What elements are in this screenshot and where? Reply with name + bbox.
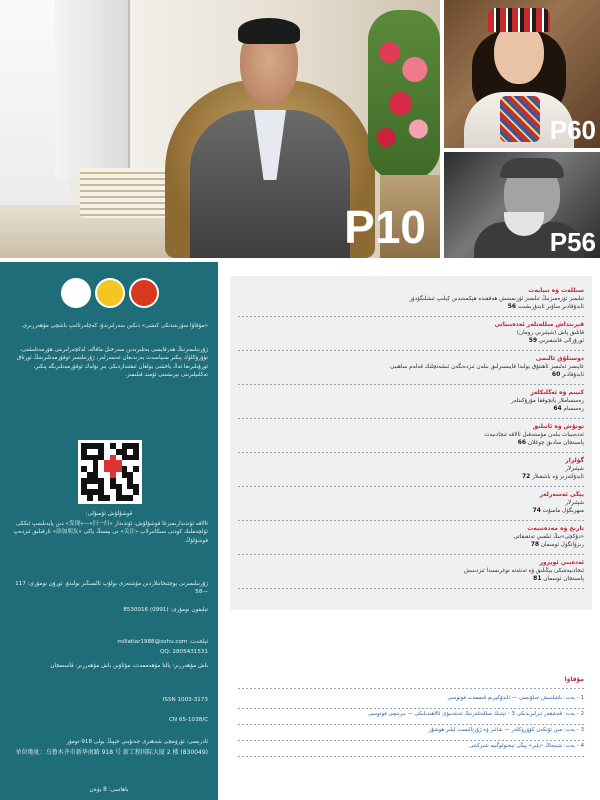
toc-author-line [238, 575, 584, 583]
toc-author-line [238, 303, 584, 311]
address-uyghur: ئادرېسى: ئۈرۈمچى شەھىرى جەنۇبىي خېپىڭ يولى 918-نومۇر [66, 739, 208, 745]
page-label-p10: P10 [344, 201, 426, 253]
logo-row [60, 278, 160, 312]
toc-entry[interactable] [238, 558, 584, 583]
contact-phone: تېلېفون نومۇرى: (0991) 8530016 [123, 607, 208, 613]
masthead-column [0, 262, 218, 800]
follow-title: قوشۇلۇش ئۇسۇلى: [85, 511, 133, 517]
toc-page-number: 66 [517, 439, 527, 447]
toc-divider [238, 520, 584, 521]
cover-credit-item: 2 - بەت: قەشقەر ئىزلىرىدىكى 3 - ئېتنىك مىللەتلەرنىڭ ئەنئەنىۋى ئالاھىدىلىكى — بىرىنچى فوتوسى [368, 711, 584, 717]
toc-author: ئابدۇقادىر ساۋىر ئابدۇرىشىت [517, 304, 584, 311]
cover-credits-heading: مۇقاۋا [564, 676, 584, 683]
contact-qq: QQ: 2805431531 [159, 649, 208, 655]
toc-section-title: دوستلۇق ئالىمى [535, 355, 584, 362]
toc-entry[interactable] [238, 456, 584, 481]
wechat-instructions: ئالاقە ئۈندىدارىمىزغا قوشۇلۇش، ئۈندىدار «发现»—«扫一扫» دىن پايدىلىنىپ ئىككى ئۆلچەملىك كودنى سىكانىرلاپ «关注» نى بېسىڭ ياكى «添加朋友» ئارقىلىق ئىزدەپ قوشۇلۇڭ. [13, 521, 208, 544]
toc-page-number: 56 [507, 303, 517, 311]
qr-module [133, 495, 139, 501]
toc-divider [238, 384, 584, 385]
photo-man-hair [238, 18, 300, 44]
credits-divider [238, 756, 584, 757]
toc-section-title: يېڭى ئەسەرلەر [539, 491, 584, 498]
toc-section-title: گۈلزار [565, 457, 584, 464]
page-label-p56: P56 [549, 227, 596, 257]
toc-page-number: 72 [521, 473, 531, 481]
toc-entry[interactable] [238, 320, 584, 345]
toc-article-title: شېئىرلار [565, 466, 584, 472]
photo-flowers [368, 10, 440, 180]
toc-section-title: ئەدەبىي ئوبزور [539, 559, 584, 566]
toc-page-number: 78 [530, 541, 540, 549]
toc-divider [238, 554, 584, 555]
toc-author-line [238, 541, 584, 549]
toc-divider [238, 486, 584, 487]
price-label: باھاسى: 8 يۈەن [89, 787, 129, 793]
photo-band [0, 0, 600, 258]
toc-section-title: تونۇش ۋە ئانىلىق [532, 423, 584, 430]
toc-section-title: تارىخ ۋە مەدەنىيەت [527, 525, 584, 532]
toc-author: ئورۇزالى قاشقىرىي [538, 338, 584, 345]
credits-divider [238, 740, 584, 741]
toc-page-number: 64 [553, 405, 562, 413]
toc-article-title: رەسساملار يانچوققا مۇزۇكىتلەر [510, 398, 584, 404]
feature-photo-elder[interactable] [444, 152, 600, 258]
toc-entry[interactable] [238, 388, 584, 413]
credits-divider [238, 724, 584, 725]
cover-credit-item: 4 - بەت: شىنجاڭ «پلىر» يېڭى تېخنولوگىيە شىركىتى [469, 743, 584, 749]
toc-section-title: سىللەت ۋە تىبابەت [528, 287, 584, 294]
toc-divider [238, 588, 584, 589]
toc-author-line [238, 473, 584, 481]
toc-article-title: قانلىق پاش (شېئىرىي رومان) [516, 330, 584, 336]
contents-column [218, 262, 600, 800]
book-award-logo-icon [95, 278, 125, 308]
magazine-description: ژۇرنىلىمىزنىڭ ھەرقايسى بەتلىرىدىن سەرخىل ماقالە، لەكچەرلىرىنى ھۆرمەتلىشنى، تۈۋرۈكلۈك پىكىر سىياسەت بەرىدىغان ئەسەرلەر، ژۇرنىلىمىز ئوقۇرمەنلىرىنىڭ ئورتاق ئورۇنلىرىغا ئەڭ ياخشى بولغان ئىقتىداردىكى بىر بۆلەك ئوقۇرمەنلىرىگە پىكىر، تەكلىپلىرىنى بېرىشىنى ئۈمىد قىلىمىز. [17, 347, 208, 379]
qr-code-icon [81, 443, 139, 501]
feature-photo-woman[interactable] [444, 0, 600, 148]
photo-books [80, 168, 170, 218]
cn-number: CN 65-1038/C [168, 717, 208, 723]
toc-section-title: قېرىنداش مىللەتلەر ئەدەبىياتى [494, 321, 584, 328]
toc-author: رىزۋانگۈل ئوسمان [540, 542, 584, 549]
toc-page-number: 59 [528, 337, 538, 345]
subscription-info: ژۇرنىلىمىزنى پوچتىخانىلاردىن مۇشتەرى بولۇپ ئالسىڭىز بولىدۇ. ئورۇن نومۇرى: 117—58 [15, 581, 208, 596]
toc-author-line [238, 439, 584, 447]
cover-credit-item: 1 - بەت: باشلىنىش جىلۋىسى — ئابدۇكېرىم قىممەت فوتوسى [447, 695, 584, 701]
toc-divider [238, 452, 584, 453]
toc-entry[interactable] [238, 422, 584, 447]
photo-fridge [55, 0, 130, 180]
toc-entry[interactable] [238, 354, 584, 379]
toc-author: پاسىنجان ئوسمان [543, 576, 584, 583]
table-of-contents [230, 276, 592, 610]
photo-woman-doppa [488, 8, 550, 32]
toc-author: رەسسام [563, 406, 584, 413]
photo-elder-cap [500, 158, 564, 178]
publisher-logo-icon [61, 278, 91, 308]
toc-entry[interactable] [238, 490, 584, 515]
toc-page-number: 74 [532, 507, 541, 515]
toc-author: پاسىنجان سادىق چوغلان [527, 440, 584, 447]
cover-credits [230, 608, 592, 798]
editorial-staff: باش مۇھەررىر: پالتا مۇھەممەت، مۇئاۋىن باش مۇھەررىر: قاسىمجان [50, 663, 208, 669]
toc-article-title: ئەدەبىيات بىلەن مۇستەقىل ئالاقە ئىجادىيەت [484, 432, 584, 438]
toc-divider [238, 350, 584, 351]
photo-woman-embroidery [500, 96, 540, 142]
toc-article-title: «دۇكچى»نىڭ ئىلمىي تەتقىقاتى [513, 534, 584, 540]
toc-article-title: شېئىرلار [565, 500, 584, 506]
credits-divider [238, 708, 584, 709]
cover-credit-item: 3 - بەت: مىن ئۆتكەن كۆۋرۈكلەر — شائىر ۋە ژۇرنالىست لىلىر ھوشۇر [428, 727, 584, 733]
address-chinese: 单位地址：乌鲁木齐市新华南路 918 号 新工程国际大厦 2 楼 (830049) [15, 749, 208, 756]
toc-article-title: غايىمىز ئەلىمىز ئاھىتۇق يولىدا قايىسىرلىق بىلەن ئىزدەنگەن ئىشەنچلىك قەلەم ساھىبى [389, 364, 584, 370]
toc-author-line [238, 405, 584, 413]
toc-author-line [238, 371, 584, 379]
toc-entry[interactable] [238, 286, 584, 311]
issn-number: ISSN 1003-3173 [162, 697, 208, 703]
toc-author: ئابدۇقادىر [562, 372, 584, 379]
toc-page-number: 81 [533, 575, 542, 583]
toc-author: ئابدۇلئەزىز ۋە باشقىلار [532, 474, 584, 481]
page-label-p60: P60 [549, 115, 596, 145]
toc-section-title: كىيىم ۋە ئەڭلىكلەر [530, 389, 584, 396]
feature-photo-man[interactable] [0, 0, 440, 258]
sun-badge-logo-icon [129, 278, 159, 308]
toc-author-line [238, 507, 584, 515]
credits-divider [238, 688, 584, 689]
toc-author: مىھرىگۈل ماسۇت [542, 508, 584, 515]
toc-article-title: تىلىمىز ئۈزەمىزنىڭ ئىلىمىز ئۈزىمىنىش ھەققىدە ھېكمىتىدىن كېلىپ ئىشلىگۈدۈر [409, 296, 584, 302]
toc-author-line [238, 337, 584, 345]
contact-email[interactable]: ئېلخەت: millatlar1988@sohu.com [117, 639, 208, 645]
toc-page-number: 60 [551, 371, 561, 379]
toc-entry[interactable] [238, 524, 584, 549]
toc-divider [238, 418, 584, 419]
wechat-qr-code[interactable] [78, 440, 142, 504]
toc-article-title: ئىجادىيەتتىكى يېڭىلىق ۋە ئەنئەنە توغرىسىدا ئىزدىنىش [463, 568, 584, 574]
cover-caption: «مۇقاۋا سۈرىتىدىكى كىشى» دىكىن سەرلىرىدۇ، كەچلەرئائىپ باشچى مۇھەررىرى. [20, 323, 208, 329]
toc-divider [238, 316, 584, 317]
